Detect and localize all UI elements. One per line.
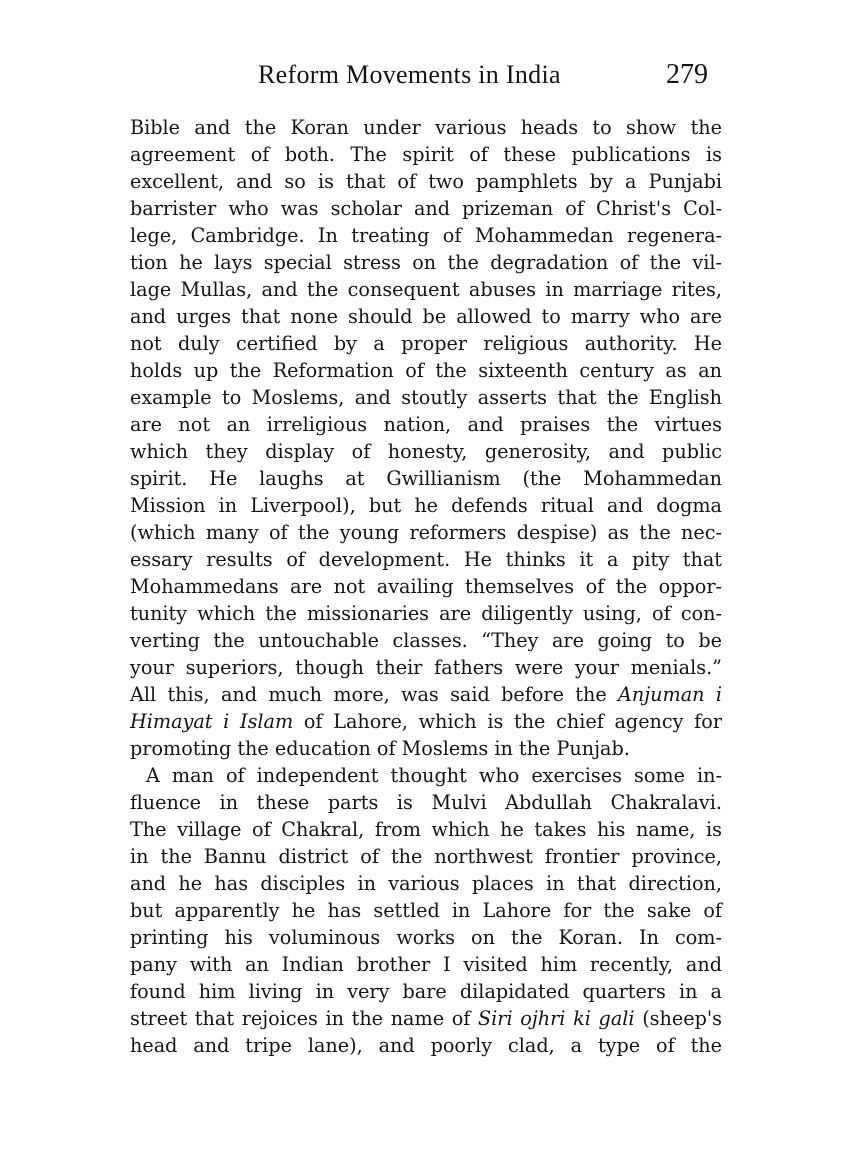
running-head: [130, 58, 722, 98]
text-line: your superiors, though their fathers were your menials.”: [130, 656, 722, 679]
text-line: holds up the Reformation of the sixteenth century as an: [130, 359, 722, 382]
text-line: and he has disciples in various places in that direction,: [130, 872, 722, 895]
running-head-title: Reform Movements in India: [258, 60, 561, 89]
text-line: A man of independent thought who exercises some in-: [146, 764, 722, 787]
text-line: (which many of the young reformers despise) as the nec-: [130, 521, 722, 544]
text-line: verting the untouchable classes. “They are going to be: [130, 629, 722, 652]
text-line: in the Bannu district of the northwest frontier province,: [130, 845, 722, 868]
text-line: Himayat i Islam of Lahore, which is the chief agency for: [130, 710, 723, 733]
text-line: Mission in Liverpool), but he defends ritual and dogma: [130, 494, 722, 517]
text-line: spirit. He laughs at Gwillianism (the Mohammedan: [130, 467, 722, 490]
text-line: found him living in very bare dilapidated quarters in a: [130, 980, 722, 1003]
text-line: Bible and the Koran under various heads to show the: [130, 116, 722, 139]
text-line: Mohammedans are not availing themselves of the oppor-: [130, 575, 722, 598]
text-line: example to Moslems, and stoutly asserts that the English: [130, 386, 722, 409]
italic-term-anjuman: Anjuman i: [618, 683, 722, 706]
text-line: barrister who was scholar and prizeman of Christ's Col-: [130, 197, 722, 220]
text-line: not duly certified by a proper religious authority. He: [130, 332, 722, 355]
text-line: head and tripe lane), and poorly clad, a type of the: [130, 1034, 722, 1057]
text-line: printing his voluminous works on the Koran. In com-: [130, 926, 722, 949]
text-line: All this, and much more, was said before the Anjuman i: [130, 683, 722, 706]
text-line: The village of Chakral, from which he takes his name, is: [130, 818, 722, 841]
text-line: tion he lays special stress on the degradation of the vil-: [130, 251, 722, 274]
italic-term-himayat-islam: Himayat i Islam: [130, 710, 294, 733]
text-line: lage Mullas, and the consequent abuses in marriage rites,: [130, 278, 722, 301]
page-number: 279: [666, 59, 708, 90]
text-line: but apparently he has settled in Lahore for the sake of: [130, 899, 722, 922]
text-line: pany with an Indian brother I visited him recently, and: [130, 953, 722, 976]
text-line: which they display of honesty, generosity, and public: [130, 440, 722, 463]
text-line: lege, Cambridge. In treating of Mohammedan regenera-: [130, 224, 722, 247]
text-line: fluence in these parts is Mulvi Abdullah Chakralavi.: [130, 791, 722, 814]
text-line: tunity which the missionaries are diligently using, of con-: [130, 602, 722, 625]
text-line: street that rejoices in the name of Siri ojhri ki gali (sheep's: [130, 1007, 722, 1030]
text-line: promoting the education of Moslems in the Punjab.: [130, 737, 630, 760]
text-line: and urges that none should be allowed to marry who are: [130, 305, 722, 328]
italic-street-name: Siri ojhri ki gali: [478, 1007, 635, 1030]
text-line: essary results of development. He thinks it a pity that: [130, 548, 722, 571]
text-line: are not an irreligious nation, and praises the virtues: [130, 413, 722, 436]
body-text: [130, 114, 722, 1059]
paragraph-1: [130, 114, 722, 762]
text-line: agreement of both. The spirit of these publications is: [130, 143, 722, 166]
paragraph-2: [130, 762, 722, 1059]
text-line: excellent, and so is that of two pamphlets by a Punjabi: [130, 170, 722, 193]
